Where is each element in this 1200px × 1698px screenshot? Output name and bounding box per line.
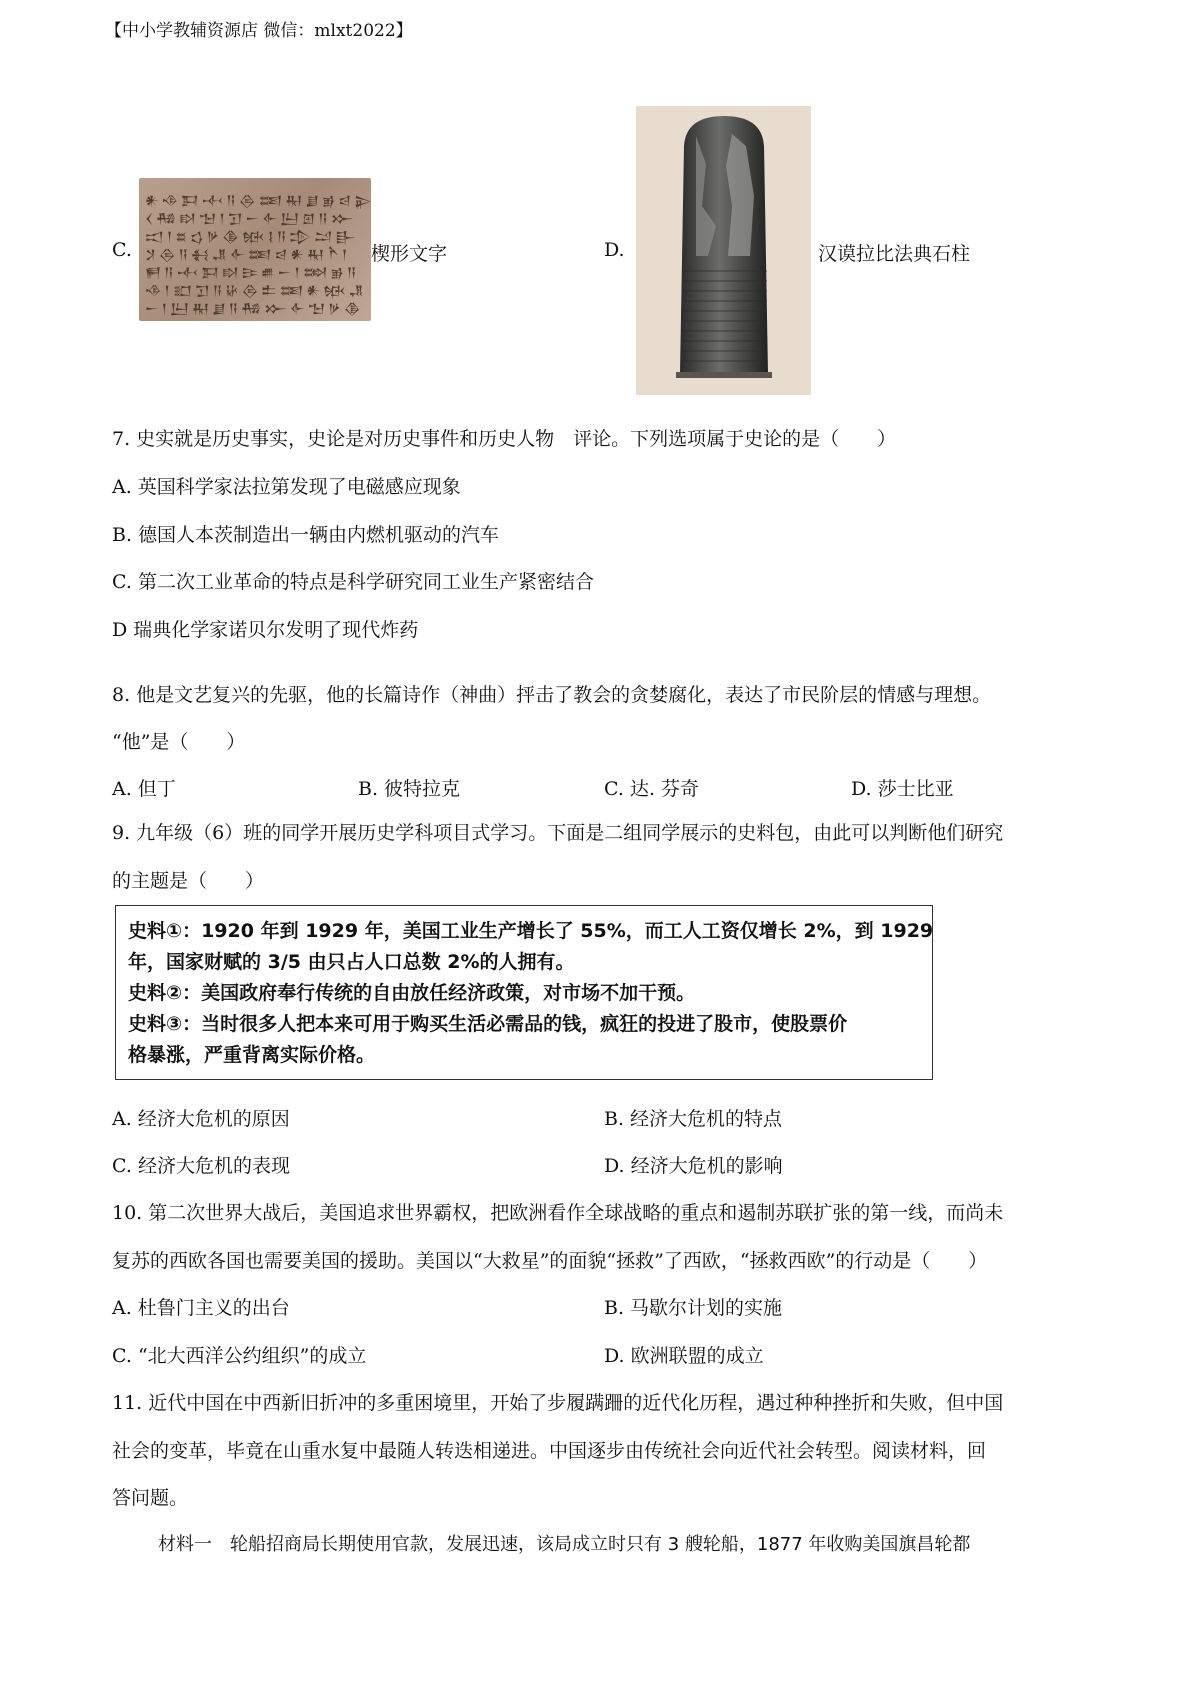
q10-stem-line1: 10. 第二次世界大战后，美国追求世界霸权，把欧洲看作全球战略的重点和遏制苏联扩张的第一线，而尚未 bbox=[112, 1202, 1004, 1224]
q9-option-d: D. 经济大危机的影响 bbox=[604, 1155, 783, 1177]
page-header: 【中小学教辅资源店 微信：mlxt2022】 bbox=[105, 21, 413, 41]
q10-option-c: C. “北大西洋公约组织”的成立 bbox=[112, 1345, 367, 1367]
option-d-label: 汉谟拉比法典石柱 bbox=[818, 243, 971, 265]
q8-option-d: D. 莎士比亚 bbox=[851, 778, 954, 800]
hammurabi-stele-image bbox=[636, 106, 811, 395]
source-line: 格暴涨，严重背离实际价格。 bbox=[128, 1044, 376, 1066]
q8-option-a: A. 但丁 bbox=[112, 778, 176, 800]
q8-option-c: C. 达. 芬奇 bbox=[604, 778, 700, 800]
source-line: 史料①：1920 年到 1929 年，美国工业生产增长了 55%，而工人工资仅增长 2%，到 1929 bbox=[128, 920, 934, 942]
source-line: 史料②：美国政府奉行传统的自由放任经济政策，对市场不加干预。 bbox=[128, 982, 696, 1004]
q9-option-c: C. 经济大危机的表现 bbox=[112, 1155, 290, 1177]
option-d-prefix: D. bbox=[604, 239, 625, 261]
q10-option-a: A. 杜鲁门主义的出台 bbox=[112, 1297, 290, 1319]
cuneiform-image: 𒀭𒈾𒁕𒋾𒀀𒁲𒌅𒊑𒋗𒂊𒁀𒉌 𒌋𒄀𒊭𒈠𒁹𒋛𒀸𒅆𒌨𒇻𒀀𒁍 𒀊𒁹𒊺𒌓𒃻𒆠𒁮𒋙𒀀𒄠𒁺𒃲 𒋡𒁲𒀀𒈬𒂗𒅆𒌅𒁀𒀭𒊑𒋻𒁹 𒂍𒀀𒋾𒁕𒊭𒄿𒌑𒀸𒁹𒇷𒂊𒀀 𒈾𒁹𒊬𒋛𒀀𒄩𒁲𒉺𒌅𒀭𒁮𒂗 𒀸𒁹𒌨𒊑𒋗𒀀𒄀𒁍𒅆𒈠𒃻𒆠 bbox=[139, 178, 371, 321]
source-line: 年，国家财赋的 3/5 由只占人口总数 2%的人拥有。 bbox=[128, 951, 575, 973]
q11-stem-line3: 答问题。 bbox=[112, 1487, 189, 1509]
q9-stem-line1: 9. 九年级（6）班的同学开展历史学科项目式学习。下面是二组同学展示的史料包，由此可以判断他们研究 bbox=[112, 822, 1004, 844]
q10-option-d: D. 欧洲联盟的成立 bbox=[604, 1345, 764, 1367]
option-c-prefix: C. bbox=[112, 239, 132, 261]
source-material-box bbox=[115, 905, 933, 1080]
q8-stem-line1: 8. 他是文艺复兴的先驱，他的长篇诗作（神曲）抨击了教会的贪婪腐化，表达了市民阶层的情感与理想。 bbox=[112, 684, 992, 706]
q7-option-a: A. 英国科学家法拉第发现了电磁感应现象 bbox=[112, 476, 461, 498]
q11-stem-line1: 11. 近代中国在中西新旧折冲的多重困境里，开始了步履蹒跚的近代化历程，遇过种种挫折和失败，但中国 bbox=[112, 1392, 1004, 1414]
q8-option-b: B. 彼特拉克 bbox=[358, 778, 461, 800]
q10-option-b: B. 马歇尔计划的实施 bbox=[604, 1297, 783, 1319]
q9-stem-line2: 的主题是（ ） bbox=[112, 870, 265, 892]
q7-option-b: B. 德国人本茨制造出一辆由内燃机驱动的汽车 bbox=[112, 524, 500, 546]
q7-stem: 7. 史实就是历史事实，史论是对历史事件和历史人物 评论。下列选项属于史论的是（ ） bbox=[112, 428, 897, 450]
q8-stem-line2: “他”是（ ） bbox=[112, 731, 246, 753]
q11-material-one: 材料一 轮船招商局长期使用官款，发展迅速，该局成立时只有 3 艘轮船，1877 年收购美国旗昌轮都 bbox=[158, 1534, 971, 1555]
q7-option-d: D 瑞典化学家诺贝尔发明了现代炸药 bbox=[112, 619, 419, 641]
q11-stem-line2: 社会的变革，毕竟在山重水复中最随人转迭相递进。中国逐步由传统社会向近代社会转型。阅读材料，回 bbox=[112, 1440, 987, 1462]
q9-option-a: A. 经济大危机的原因 bbox=[112, 1108, 290, 1130]
q10-stem-line2: 复苏的西欧各国也需要美国的援助。美国以“大救星”的面貌“拯救”了西欧，“拯救西欧”的行动是（ ） bbox=[112, 1250, 988, 1272]
q9-option-b: B. 经济大危机的特点 bbox=[604, 1108, 783, 1130]
q7-option-c: C. 第二次工业革命的特点是科学研究同工业生产紧密结合 bbox=[112, 571, 594, 593]
option-c-label: 楔形文字 bbox=[371, 243, 448, 265]
source-line: 史料③：当时很多人把本来可用于购买生活必需品的钱，疯狂的投进了股市，使股票价 bbox=[128, 1013, 848, 1035]
